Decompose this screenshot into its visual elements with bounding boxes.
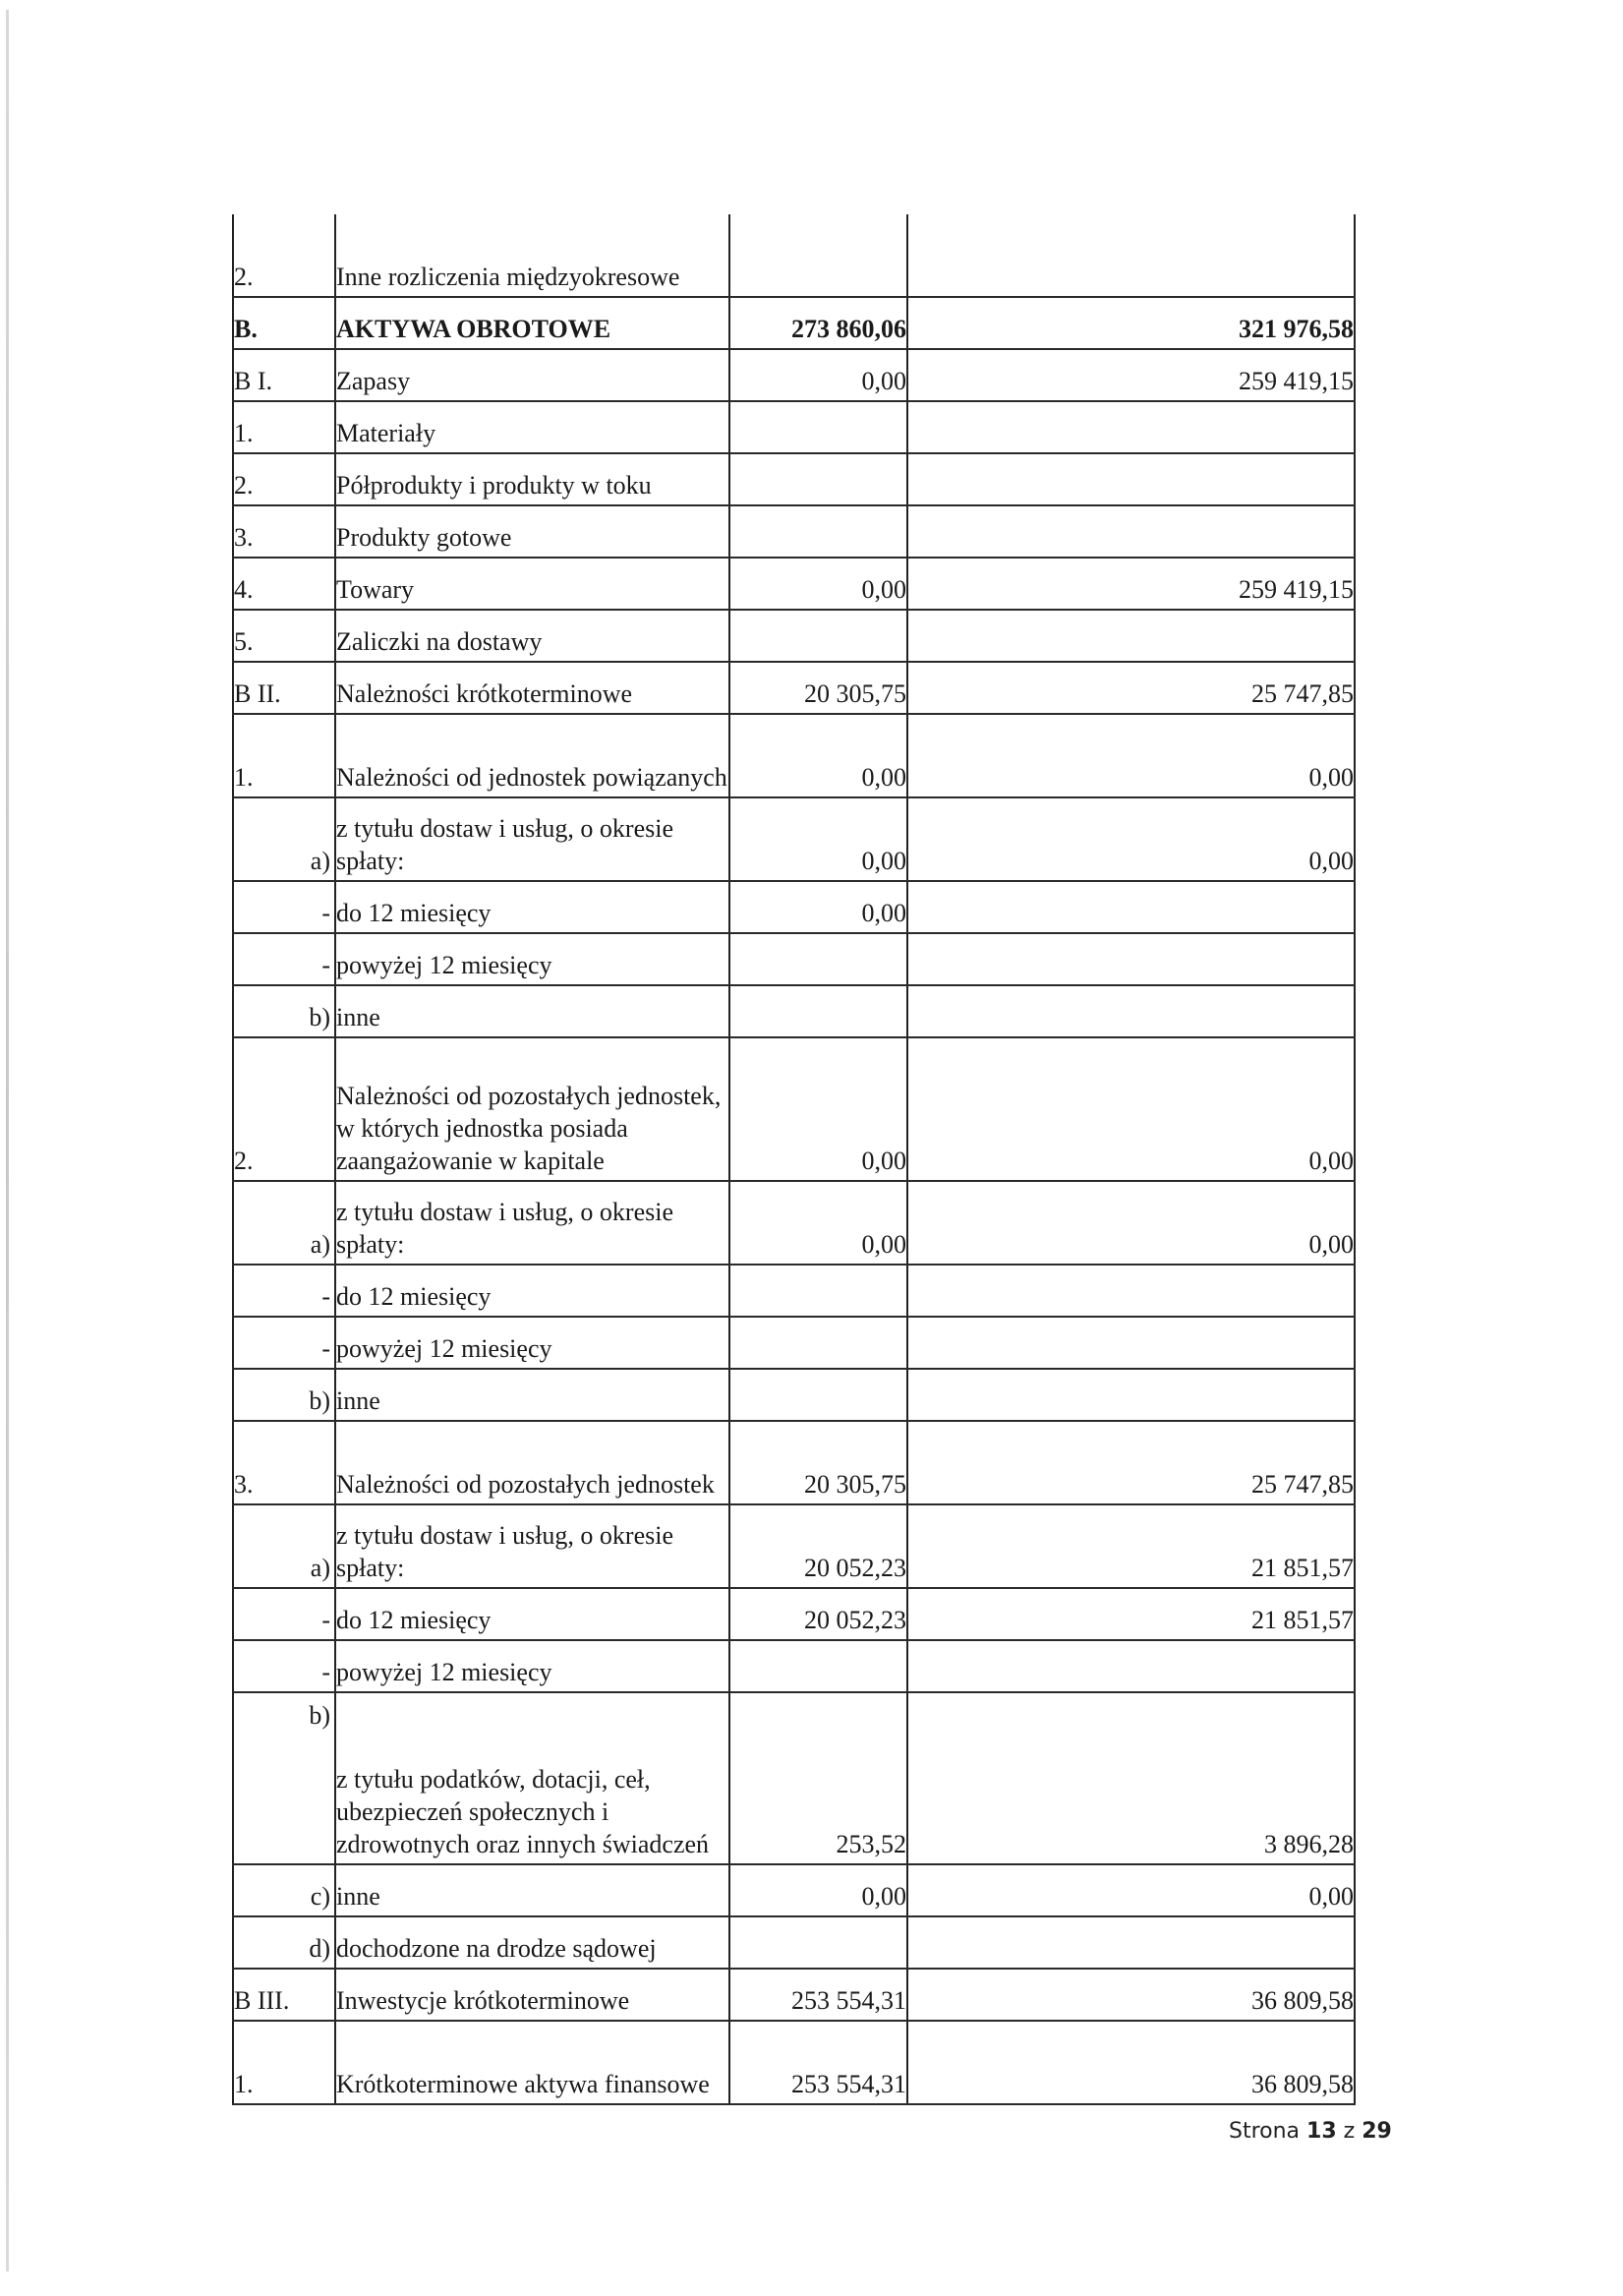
- row-label: powyżej 12 miesięcy: [335, 933, 729, 985]
- value-previous: [729, 1640, 907, 1692]
- row-label: Należności krótkoterminowe: [335, 662, 729, 714]
- value-current: 36 809,58: [907, 2021, 1355, 2104]
- table-row: [233, 505, 1355, 558]
- row-number: B.: [233, 297, 335, 349]
- value-current: 0,00: [907, 1037, 1355, 1181]
- total-pages: 29: [1362, 2119, 1392, 2144]
- row-label: inne: [335, 1369, 729, 1421]
- footer-separator: z: [1343, 2119, 1356, 2144]
- table-row: [233, 1037, 1355, 1181]
- row-label: z tytułu dostaw i usług, o okresie spłaty:: [335, 797, 729, 881]
- value-current: 321 976,58: [907, 297, 1355, 349]
- row-label: powyżej 12 miesięcy: [335, 1317, 729, 1369]
- table-row: [233, 662, 1355, 714]
- value-current: [907, 1640, 1355, 1692]
- value-current: [907, 453, 1355, 505]
- row-label: Krótkoterminowe aktywa finansowe: [335, 2021, 729, 2104]
- row-number: -: [233, 1588, 335, 1640]
- row-number: 4.: [233, 558, 335, 610]
- row-number: -: [233, 881, 335, 933]
- balance-table: [232, 214, 1356, 2105]
- row-label: Należności od pozostałych jednostek, w których jednostka posiada zaangażowanie w kapitale: [335, 1037, 729, 1181]
- value-previous: [729, 1265, 907, 1317]
- value-current: [907, 610, 1355, 662]
- table-row: [233, 1421, 1355, 1504]
- value-current: 21 851,57: [907, 1588, 1355, 1640]
- value-previous: [729, 401, 907, 453]
- row-number: 1.: [233, 714, 335, 797]
- row-label: do 12 miesięcy: [335, 1588, 729, 1640]
- value-current: 21 851,57: [907, 1504, 1355, 1588]
- value-current: [907, 214, 1355, 297]
- table-row: [233, 985, 1355, 1037]
- row-number: 1.: [233, 2021, 335, 2104]
- row-label: Produkty gotowe: [335, 505, 729, 558]
- table-row: [233, 1265, 1355, 1317]
- row-label: Materiały: [335, 401, 729, 453]
- row-label: inne: [335, 1864, 729, 1916]
- table-row: [233, 881, 1355, 933]
- value-current: 0,00: [907, 1181, 1355, 1265]
- row-number: a): [233, 797, 335, 881]
- value-previous: [729, 505, 907, 558]
- row-number: -: [233, 933, 335, 985]
- value-current: [907, 985, 1355, 1037]
- page-number-footer: [1229, 2119, 1392, 2144]
- footer-prefix: Strona: [1229, 2119, 1301, 2144]
- row-label: Należności od pozostałych jednostek: [335, 1421, 729, 1504]
- table-row: [233, 1640, 1355, 1692]
- table-row: [233, 2021, 1355, 2104]
- value-previous: [729, 985, 907, 1037]
- table-row: [233, 297, 1355, 349]
- value-current: [907, 1265, 1355, 1317]
- row-number: c): [233, 1864, 335, 1916]
- value-previous: [729, 933, 907, 985]
- row-label: inne: [335, 985, 729, 1037]
- value-previous: 20 052,23: [729, 1504, 907, 1588]
- row-number: 5.: [233, 610, 335, 662]
- value-previous: 253 554,31: [729, 1969, 907, 2021]
- row-number: -: [233, 1265, 335, 1317]
- row-number: a): [233, 1504, 335, 1588]
- row-label: do 12 miesięcy: [335, 1265, 729, 1317]
- value-current: 259 419,15: [907, 349, 1355, 401]
- row-number: B I.: [233, 349, 335, 401]
- row-label: Inwestycje krótkoterminowe: [335, 1969, 729, 2021]
- table-row: [233, 1504, 1355, 1588]
- table-row: [233, 1181, 1355, 1265]
- row-label: do 12 miesięcy: [335, 881, 729, 933]
- table-row: [233, 797, 1355, 881]
- value-current: [907, 401, 1355, 453]
- row-label: Inne rozliczenia międzyokresowe: [335, 214, 729, 297]
- row-number: b): [233, 1369, 335, 1421]
- value-current: [907, 1317, 1355, 1369]
- current-page: 13: [1306, 2119, 1337, 2144]
- scan-artifact-line: [6, 10, 9, 2271]
- value-previous: [729, 1369, 907, 1421]
- value-current: 25 747,85: [907, 1421, 1355, 1504]
- value-previous: 0,00: [729, 1037, 907, 1181]
- value-previous: [729, 453, 907, 505]
- table-row: [233, 558, 1355, 610]
- value-previous: 0,00: [729, 797, 907, 881]
- value-previous: 253 554,31: [729, 2021, 907, 2104]
- row-label: Należności od jednostek powiązanych: [335, 714, 729, 797]
- table-row: [233, 610, 1355, 662]
- row-number: 2.: [233, 1037, 335, 1181]
- row-label: z tytułu podatków, dotacji, ceł, ubezpieczeń społecznych i zdrowotnych oraz innych świadczeń: [335, 1692, 729, 1864]
- row-number: a): [233, 1181, 335, 1265]
- row-number: 1.: [233, 401, 335, 453]
- table-row: [233, 1864, 1355, 1916]
- table-row: [233, 1916, 1355, 1969]
- value-previous: 253,52: [729, 1692, 907, 1864]
- row-number: -: [233, 1640, 335, 1692]
- value-previous: 0,00: [729, 1181, 907, 1265]
- value-previous: 20 305,75: [729, 1421, 907, 1504]
- row-label: z tytułu dostaw i usług, o okresie spłaty:: [335, 1181, 729, 1265]
- row-label: Towary: [335, 558, 729, 610]
- row-number: 3.: [233, 1421, 335, 1504]
- value-current: [907, 505, 1355, 558]
- value-previous: [729, 1317, 907, 1369]
- row-number: B III.: [233, 1969, 335, 2021]
- value-current: 0,00: [907, 797, 1355, 881]
- value-current: [907, 1369, 1355, 1421]
- row-label: z tytułu dostaw i usług, o okresie spłaty:: [335, 1504, 729, 1588]
- value-previous: [729, 214, 907, 297]
- value-previous: [729, 1916, 907, 1969]
- table-row: [233, 933, 1355, 985]
- row-label: Półprodukty i produkty w toku: [335, 453, 729, 505]
- row-label: Zapasy: [335, 349, 729, 401]
- table-row: [233, 714, 1355, 797]
- value-current: [907, 933, 1355, 985]
- table-row: [233, 214, 1355, 297]
- table-row: [233, 1588, 1355, 1640]
- row-number: b): [233, 985, 335, 1037]
- value-previous: 0,00: [729, 881, 907, 933]
- value-current: 259 419,15: [907, 558, 1355, 610]
- row-label: powyżej 12 miesięcy: [335, 1640, 729, 1692]
- value-current: 3 896,28: [907, 1692, 1355, 1864]
- value-previous: 20 305,75: [729, 662, 907, 714]
- row-number: 3.: [233, 505, 335, 558]
- table-row: [233, 1692, 1355, 1864]
- value-current: 25 747,85: [907, 662, 1355, 714]
- table-row: [233, 1969, 1355, 2021]
- value-previous: 273 860,06: [729, 297, 907, 349]
- row-number: B II.: [233, 662, 335, 714]
- value-previous: 0,00: [729, 1864, 907, 1916]
- value-previous: 0,00: [729, 349, 907, 401]
- row-number: 2.: [233, 214, 335, 297]
- row-number: d): [233, 1916, 335, 1969]
- value-previous: 0,00: [729, 558, 907, 610]
- value-previous: 20 052,23: [729, 1588, 907, 1640]
- row-label: Zaliczki na dostawy: [335, 610, 729, 662]
- value-previous: [729, 610, 907, 662]
- value-previous: 0,00: [729, 714, 907, 797]
- value-current: 0,00: [907, 714, 1355, 797]
- row-label: dochodzone na drodze sądowej: [335, 1916, 729, 1969]
- row-number: 2.: [233, 453, 335, 505]
- row-number: -: [233, 1317, 335, 1369]
- row-number: b): [233, 1692, 335, 1864]
- table-row: [233, 1317, 1355, 1369]
- table-row: [233, 401, 1355, 453]
- value-current: [907, 881, 1355, 933]
- table-row: [233, 453, 1355, 505]
- balance-sheet: [232, 214, 1354, 2105]
- value-current: 0,00: [907, 1864, 1355, 1916]
- value-current: 36 809,58: [907, 1969, 1355, 2021]
- value-current: [907, 1916, 1355, 1969]
- table-row: [233, 1369, 1355, 1421]
- table-row: [233, 349, 1355, 401]
- row-label: AKTYWA OBROTOWE: [335, 297, 729, 349]
